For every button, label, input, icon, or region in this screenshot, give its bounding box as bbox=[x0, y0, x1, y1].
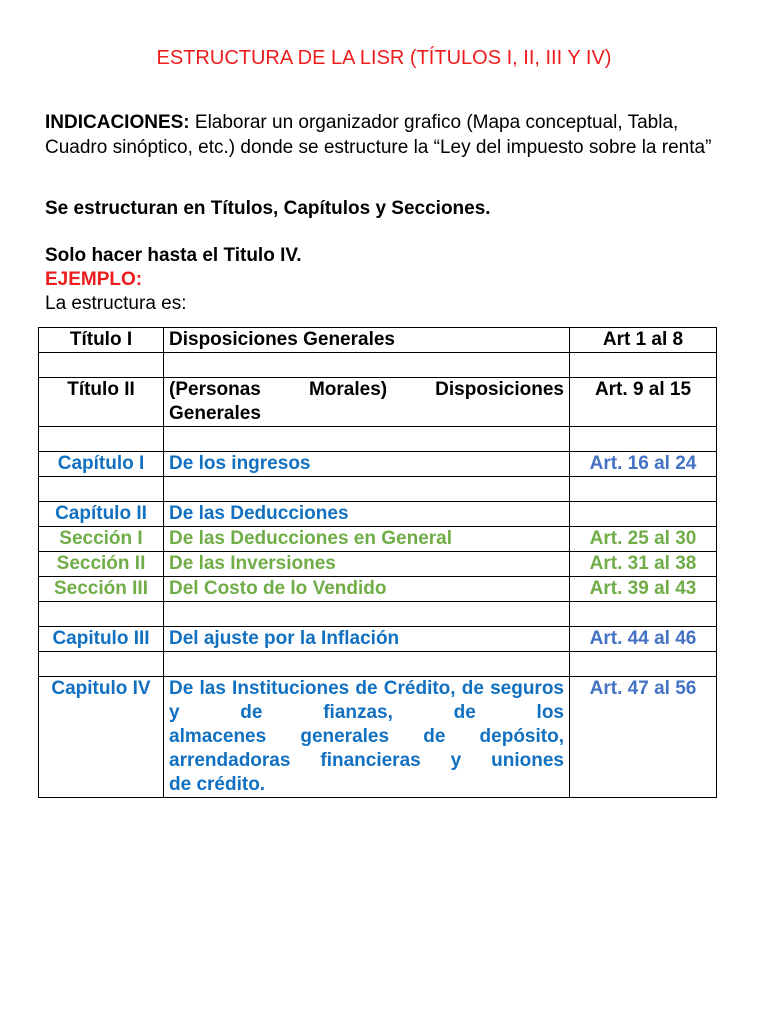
table-row-empty bbox=[39, 652, 717, 677]
row-description: Del Costo de lo Vendido bbox=[164, 577, 570, 602]
row-description: De las Deducciones bbox=[164, 502, 570, 527]
table-row bbox=[39, 677, 717, 798]
row-name: Sección II bbox=[39, 552, 164, 577]
row-articles: Art. 25 al 30 bbox=[570, 527, 717, 552]
row-name: Capitulo IV bbox=[39, 677, 164, 798]
indicaciones-text: Elaborar un organizador grafico (Mapa conceptual, Tabla, Cuadro sinóptico, etc.) donde se estructure la “Ley del impuesto sobre la renta” bbox=[45, 112, 712, 158]
row-description-line: De las Instituciones de Crédito, de seguros y de fianzas, de los bbox=[169, 678, 564, 723]
row-description: De los ingresos bbox=[164, 452, 570, 477]
row-description bbox=[164, 677, 570, 798]
table-row-empty bbox=[39, 602, 717, 627]
row-articles bbox=[570, 502, 717, 527]
row-name: Sección I bbox=[39, 527, 164, 552]
table-row bbox=[39, 527, 717, 552]
table-row-empty bbox=[39, 477, 717, 502]
row-articles: Art. 9 al 15 bbox=[570, 378, 717, 427]
row-articles: Art 1 al 8 bbox=[570, 328, 717, 353]
row-name: Capítulo II bbox=[39, 502, 164, 527]
row-description: (Personas Morales) Disposiciones Generales bbox=[164, 378, 570, 427]
table-row bbox=[39, 452, 717, 477]
row-articles: Art. 39 al 43 bbox=[570, 577, 717, 602]
structure-intro: La estructura es: bbox=[45, 293, 187, 314]
row-name: Título I bbox=[39, 328, 164, 353]
row-description: De las Inversiones bbox=[164, 552, 570, 577]
row-description: Disposiciones Generales bbox=[164, 328, 570, 353]
indicaciones-label: INDICACIONES: bbox=[45, 112, 190, 133]
row-articles: Art. 31 al 38 bbox=[570, 552, 717, 577]
table-row bbox=[39, 328, 717, 353]
row-description-line: almacenes generales de depósito, arrendadoras financieras y uniones bbox=[169, 726, 564, 771]
document-title: ESTRUCTURA DE LA LISR (TÍTULOS I, II, III Y IV) bbox=[156, 47, 612, 69]
row-description-line: de crédito. bbox=[169, 774, 266, 795]
row-articles: Art. 16 al 24 bbox=[570, 452, 717, 477]
table-row bbox=[39, 552, 717, 577]
table-row-empty bbox=[39, 353, 717, 378]
table-row bbox=[39, 502, 717, 527]
row-description: Del ajuste por la Inflación bbox=[164, 627, 570, 652]
table-row-empty bbox=[39, 427, 717, 452]
row-name: Capítulo I bbox=[39, 452, 164, 477]
row-description: De las Deducciones en General bbox=[164, 527, 570, 552]
table-row bbox=[39, 378, 717, 427]
row-name: Título II bbox=[39, 378, 164, 427]
row-articles: Art. 44 al 46 bbox=[570, 627, 717, 652]
example-heading: EJEMPLO: bbox=[45, 269, 143, 290]
structure-statement: Se estructuran en Títulos, Capítulos y Secciones. bbox=[45, 198, 491, 219]
indicaciones-paragraph bbox=[45, 110, 735, 160]
table-row bbox=[39, 577, 717, 602]
row-name: Capitulo III bbox=[39, 627, 164, 652]
row-name: Sección III bbox=[39, 577, 164, 602]
row-articles: Art. 47 al 56 bbox=[570, 677, 717, 798]
table-row bbox=[39, 627, 717, 652]
lisr-structure-table bbox=[38, 327, 717, 798]
instruction-limit: Solo hacer hasta el Titulo IV. bbox=[45, 245, 302, 266]
